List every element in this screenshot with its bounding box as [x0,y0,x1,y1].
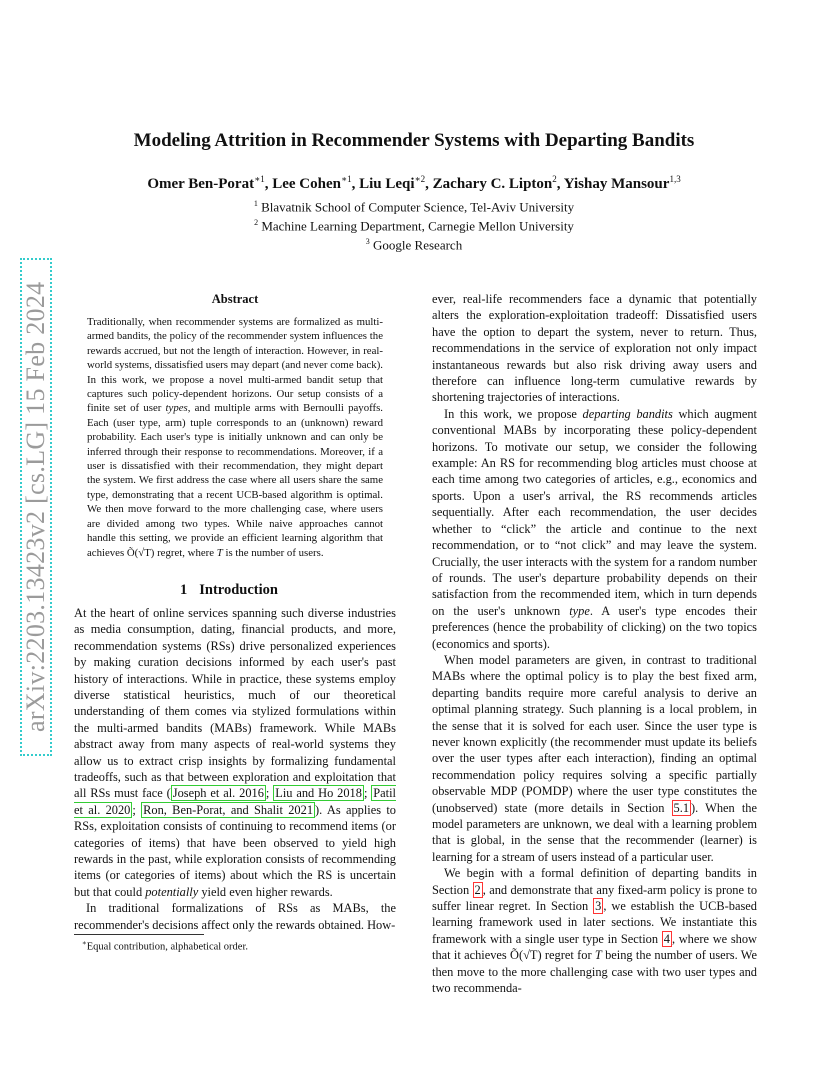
text-run: When model parameters are given, in contrast to traditional MABs where the optimal policy is to play the best fixed arm, departing bandits require more careful analysis to derive an optimal planning strategy. Such planning is a local problem, in the sense that it is solved for each user. Since the user type is never known explicitly (the recommender must update its beliefs over the user types after each interaction), finding an optimal recommendation policy requires solving a specific partially observable MDP (POMDP) where the user type constitutes the (unobserved) state (more details in Section [432,652,757,815]
section-number: 1 [180,581,188,598]
text-run: ). When the model parameters are unknown, we deal with a learning problem that is global, in the sense that the recommender (learner) is learning for a stream of users instead of a particular user. [432,800,757,864]
author-mark: 2 [552,174,557,184]
arxiv-identifier-stamp: arXiv:2203.13423v2 [cs.LG] 15 Feb 2024 [20,258,52,756]
author-name: Omer Ben-Porat [147,176,255,192]
section-link[interactable]: 4 [663,931,670,946]
author-name: Zachary C. Lipton [432,176,553,192]
abstract-part: , and multiple arms with Bernoulli payoffs. Each (user type, arm) tuple corresponds to an (unknown) reward probability. Each user's type is initially unknown and can only be inferred through their response to recommendations. Moreover, if a user is dissatisfied with their recommendation, they might depart the system. We first address the case where all users share the same type, demonstrating that a recent UCB-based algorithm is optimal. We then move forward to the more challenging case, where users are divided among two types. While naive approaches cannot handle this setting, we provide an efficient learning algorithm that achieves [87,402,383,559]
citation-link[interactable]: Joseph et al. 2016 [172,786,264,801]
text-run: ; [265,786,274,801]
affiliations [0,196,828,252]
text-run: being the number of users. We then move to the more challenging case with two user types and two recommenda- [432,948,758,996]
author-mark: ∗2 [414,174,426,184]
math-variable: T [216,546,223,559]
text-run: ; [363,786,372,801]
text-run: , we establish the UCB-based learning framework used in later sections. We instantiate this framework with a single user type in Section [432,899,758,946]
section-title: Introduction [199,581,278,598]
left-column [74,292,396,933]
footnote-divider [74,934,204,935]
author-name: Yishay Mansour [563,176,670,192]
text-run: , where we show that it achieves [432,931,757,963]
text-run: , and demonstrate that any fixed-arm policy is prone to suffer linear regret. In Section [432,882,758,914]
abstract-emphasis: types [165,402,188,415]
paper-title: Modeling Attrition in Recommender Systems with Departing Bandits [133,130,695,151]
regret-expression: Õ(√T) [510,948,542,963]
footnote-text: Equal contribution, alphabetical order. [86,941,249,953]
author-name: Liu Leqi [359,176,415,192]
abstract-part: is the number of users. [222,546,324,559]
citation-link[interactable]: Patil et al. 2020 [74,786,396,817]
section-link[interactable]: 2 [474,882,481,897]
abstract-part: regret, where [154,546,217,559]
abstract-part: Traditionally, when recommender systems are formalized as multi-armed bandits, the policy of the recommender system influences the rewards accrued, but not the length of interaction. However, in real-world systems, dissatisfied users may depart (and never come back). In this work, we propose a novel multi-armed bandit setup that captures such policy-dependent horizons. Our setup consists of a finite set of user [87,316,383,415]
citation-link[interactable]: Liu and Ho 2018 [275,786,362,801]
text-run: ; [132,802,142,817]
text-run: . A user's type encodes their preferences (hence the probability of clicking) on the two topics (economics and sports). [432,603,757,651]
right-column [432,291,757,996]
paragraph [74,605,396,900]
emphasis: type [569,603,590,618]
author-name: Lee Cohen [272,176,341,192]
text-run: which augment conventional MABs by incorporating these policy-dependent horizons. To motivate our setup, we consider the following example: An RS for recommending blog articles must choose at each time among two categories of articles, e.g., economics and sports. Upon a user's arrival, the RS recommends articles sequentially. After each recommendation, the user decides whether to “click” the article and continue to the next recommendation, or to “not click” and may leave the system. Crucially, the user interacts with the system for a random number of rounds. The user's departure probability depends on their satisfaction from the recommended item, which in turn depends on the user's unknown [432,406,757,618]
text-run: At the heart of online services spanning such diverse industries as media consumption, dating, financial products, and more, recommendation systems (RSs) drive personalized experiences by making curation decisions informed by each user's past history of interactions. While in practice, these systems employ diverse statistical heuristics, much of our theoretical understanding of them comes via stylized formulations within the multi-armed bandits (MABs) framework. While MABs abstract away from many aspects of real-world systems they allow us to extract crisp insights by formalizing fundamental tradeoffs, such as that between exploration and exploitation that all RSs must face ( [74,605,396,801]
text-run: yield even higher rewards. [198,884,333,899]
paragraph: ever, real-life recommenders face a dynamic that potentially alters the exploration-exploitation tradeoff: Dissatisfied users have the option to depart the system, never to return. Thus, recommendations in the service of exploration not only impact instantaneous rewards but also risk driving away users and therefore can influence long-term cumulative rewards by shortening trajectories of interactions. [432,292,757,405]
author-list: Omer Ben-Porat$^{∗1}$, Lee Cohen$^{∗1}$, Liu Leqi$^{∗2}$, Zachary C. Lipton$^2$, Yishay Mansour$^{1,3}$ [147,174,681,192]
math-variable: T [594,948,602,963]
text-run: We begin with a formal definition of departing bandits in Section [432,866,757,897]
paragraph [432,652,757,865]
section-link[interactable]: 5.1 [673,800,690,815]
author-mark: ∗1 [254,174,265,184]
emphasis: departing bandits [582,406,673,421]
paragraph [432,406,757,652]
author-mark: 1,3 [669,174,681,184]
section-link[interactable]: 3 [595,899,602,914]
affiliation-text: Machine Learning Department, Carnegie Mellon University [261,218,574,234]
affiliation-line [0,215,828,234]
emphasis: potentially [145,884,199,899]
author-mark: ∗1 [340,174,352,184]
affiliation-text: Google Research [373,236,463,252]
affiliation-mark: 1 [253,199,258,208]
abstract-heading: Abstract [211,292,259,306]
text-run: In this work, we propose [444,406,583,421]
regret-expression: Õ(√T) [126,546,155,559]
paragraph [432,865,757,996]
affiliation-text: Blavatnik School of Computer Science, Tel-Aviv University [261,199,575,215]
affiliation-line [0,234,828,253]
affiliation-mark: 3 [365,236,370,246]
footnote-mark: ∗ [82,939,87,947]
text-run: regret for [541,948,595,963]
footnote [82,939,248,953]
section-heading [74,582,396,599]
affiliation-line [0,196,828,215]
affiliation-mark: 2 [254,217,259,227]
abstract-text [87,315,383,560]
paragraph: In traditional formalizations of RSs as MABs, the recommender's decisions affect only the rewards obtained. How- [74,901,396,932]
text-run: ). As applies to RSs, exploitation consists of continuing to recommend items (or categories of items) that have been observed to yield high rewards in the past, while exploration consists of recommending items (or categories of items) about which the RS is uncertain but that could [74,802,396,899]
citation-link[interactable]: Ron, Ben-Porat, and Shalit 2021 [143,802,314,817]
